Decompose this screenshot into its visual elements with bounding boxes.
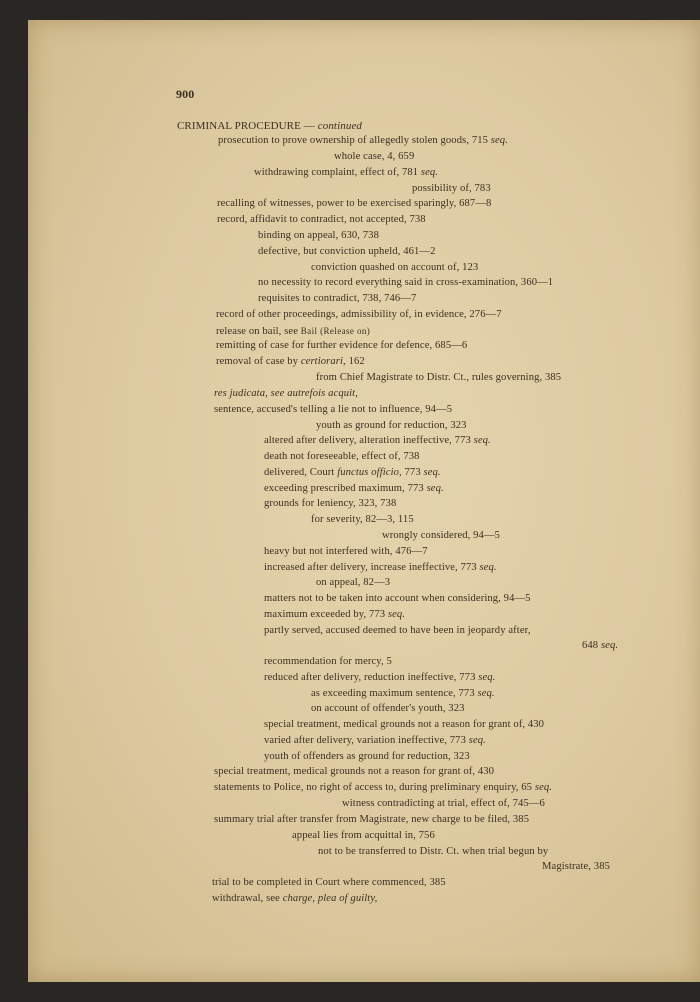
index-entry: reduced after delivery, reduction ineffective, 773 seq. <box>264 672 496 683</box>
index-entry: no necessity to record everything said in cross-examination, 360—1 <box>258 277 554 288</box>
index-entry: withdrawal, see charge, plea of guilty, <box>212 893 378 904</box>
index-entry: possibility of, 783 <box>412 183 491 194</box>
index-entry: conviction quashed on account of, 123 <box>311 262 479 273</box>
index-entry: increased after delivery, increase ineffective, 773 seq. <box>264 562 497 573</box>
index-text <box>28 20 700 982</box>
index-entry: special treatment, medical grounds not a reason for grant of, 430 <box>214 766 495 777</box>
index-entry: defective, but conviction upheld, 461—2 <box>258 246 436 257</box>
index-entry: delivered, Court functus officio, 773 seq. <box>264 467 441 478</box>
index-entry: special treatment, medical grounds not a reason for grant of, 430 <box>264 719 545 730</box>
index-entry: wrongly considered, 94—5 <box>382 530 501 541</box>
index-entry: maximum exceeded by, 773 seq. <box>264 609 406 620</box>
index-entry: requisites to contradict, 738, 746—7 <box>258 293 417 304</box>
index-entry: death not foreseeable, effect of, 738 <box>264 451 420 462</box>
index-entry: binding on appeal, 630, 738 <box>258 230 379 241</box>
index-entry: grounds for leniency, 323, 738 <box>264 498 397 509</box>
index-entry: whole case, 4, 659 <box>334 151 415 162</box>
index-entry: heavy but not interfered with, 476—7 <box>264 546 428 557</box>
index-entry: youth as ground for reduction, 323 <box>316 420 467 431</box>
index-entry: appeal lies from acquittal in, 756 <box>292 830 435 841</box>
book-page <box>28 20 700 982</box>
index-entry: matters not to be taken into account when considering, 94—5 <box>264 593 531 604</box>
index-entry: from Chief Magistrate to Distr. Ct., rules governing, 385 <box>316 372 562 383</box>
index-entry: on appeal, 82—3 <box>316 577 391 588</box>
index-entry: recalling of witnesses, power to be exercised sparingly, 687—8 <box>217 198 492 209</box>
index-entry: on account of offender's youth, 323 <box>311 703 465 714</box>
index-entry: as exceeding maximum sentence, 773 seq. <box>311 688 495 699</box>
section-heading: CRIMINAL PROCEDURE — continued <box>177 120 363 132</box>
index-entry: 648 seq. <box>582 640 619 651</box>
index-entry: varied after delivery, variation ineffective, 773 seq. <box>264 735 486 746</box>
index-entry: trial to be completed in Court where commenced, 385 <box>212 877 446 888</box>
index-entry: withdrawing complaint, effect of, 781 seq. <box>254 167 439 178</box>
index-entry: for severity, 82—3, 115 <box>311 514 414 525</box>
index-entry: altered after delivery, alteration ineffective, 773 seq. <box>264 435 491 446</box>
index-entry: Magistrate, 385 <box>542 861 610 872</box>
index-entry: sentence, accused's telling a lie not to influence, 94—5 <box>214 404 453 415</box>
index-entry: not to be transferred to Distr. Ct. when trial begun by <box>318 846 549 857</box>
index-entry: summary trial after transfer from Magistrate, new charge to be filed, 385 <box>214 814 530 825</box>
index-entry: partly served, accused deemed to have been in jeopardy after, <box>264 625 531 636</box>
page-number: 900 <box>176 87 195 101</box>
index-entry: recommendation for mercy, 5 <box>264 656 392 667</box>
index-entry: remitting of case for further evidence for defence, 685—6 <box>216 340 468 351</box>
index-entry: res judicata, see autrefois acquit, <box>214 388 358 399</box>
index-entry: record, affidavit to contradict, not accepted, 738 <box>217 214 426 225</box>
index-entry: exceeding prescribed maximum, 773 seq. <box>264 483 444 494</box>
index-entry: witness contradicting at trial, effect of, 745—6 <box>342 798 545 809</box>
index-entry: record of other proceedings, admissibility of, in evidence, 276—7 <box>216 309 502 320</box>
index-entry: statements to Police, no right of access to, during preliminary enquiry, 65 seq. <box>214 782 553 793</box>
index-entry: youth of offenders as ground for reduction, 323 <box>264 751 470 762</box>
index-entry: release on bail, see Bail (Release on) <box>216 326 371 337</box>
index-entry: prosecution to prove ownership of allegedly stolen goods, 715 seq. <box>218 135 508 146</box>
index-entry: removal of case by certiorari, 162 <box>216 356 365 367</box>
